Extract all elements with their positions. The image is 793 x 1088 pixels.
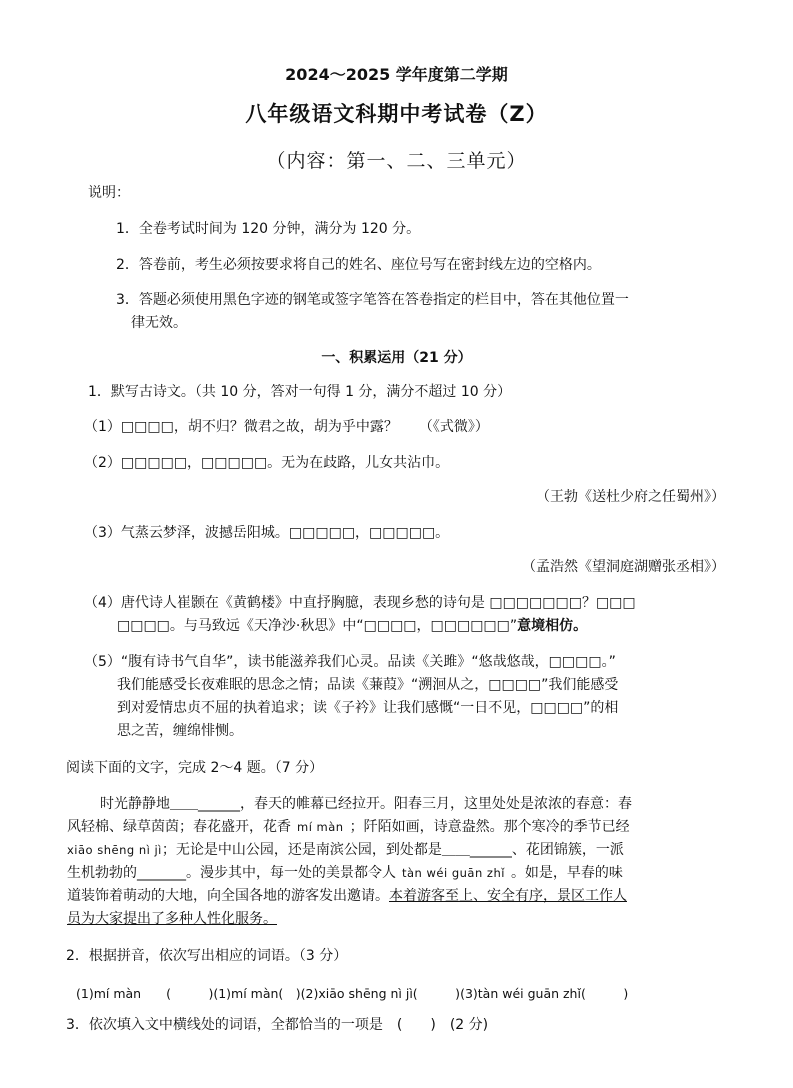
q1-item-4-bold: 意境相仿。 <box>517 618 588 634</box>
passage-text: 生机勃勃的_______。漫步其中，每一处的美景都令人 <box>67 865 396 881</box>
q1-item-2: （2）□□□□□，□□□□□。无为在歧路，儿女共沾巾。 <box>84 455 450 471</box>
section-heading: 一、积累运用（21 分） <box>321 350 472 366</box>
q1-item-5-line-3: 到对爱情忠贞不屈的执着追求；读《子衿》让我们感慨“一日不见，□□□□”的相 <box>117 700 619 716</box>
instruction-item-3-cont: 律无效。 <box>131 315 187 331</box>
pinyin-mi-man: mí màn <box>297 820 344 834</box>
passage-text: 道装饰着萌动的大地，向全国各地的游客发出邀请。 <box>67 888 389 904</box>
q1-item-4-line-1: （4）唐代诗人崔颢在《黄鹤楼》中直抒胸臆，表现乡愁的诗句是 □□□□□□□？□□□ <box>84 595 636 611</box>
passage-line-3 <box>67 841 624 859</box>
q1-item-3-source: （孟浩然《望洞庭湖赠张丞相》） <box>522 559 725 575</box>
q2-answer-line: (1)mí màn ( )(1)mí màn( )(2)xiāo shēng nì jì( )(3)tàn wéi guān zhǐ( ) <box>76 986 629 1001</box>
exam-subtitle: （内容：第一、二、三单元） <box>266 150 527 172</box>
q1-item-4-line-2 <box>117 617 587 635</box>
q1-item-5-line-4: 思之苦，缠绵悱恻。 <box>117 723 243 739</box>
passage-text: ；阡陌如画，诗意盎然。那个寒冷的季节已经 <box>349 819 630 835</box>
q1-item-3: （3）气蒸云梦泽，波撼岳阳城。□□□□□，□□□□□。 <box>84 525 450 541</box>
passage-text: 。如是，早春的味 <box>510 865 623 881</box>
q1-item-4-text: □□□□。与马致远《天净沙·秋思》中“□□□□，□□□□□□” <box>117 618 518 634</box>
pinyin-xiao-sheng-ni-ji: xiāo shēng nì jì <box>67 843 162 857</box>
passage-line-4 <box>67 864 623 882</box>
pinyin-tan-wei-guan-zhi: tàn wéi guān zhǐ <box>402 866 505 880</box>
q2-stem: 2．根据拼音，依次写出相应的词语。（3 分） <box>66 948 348 964</box>
q1-item-2-source: （王勃《送杜少府之任蜀州》） <box>536 489 725 505</box>
q1-item-1: （1）□□□□，胡不归？微君之故，胡为乎中露？ （《式微》） <box>84 419 489 435</box>
reading-intro: 阅读下面的文字，完成 2～4 题。（7 分） <box>66 760 324 776</box>
q1-stem: 1．默写古诗文。（共 10 分，答对一句得 1 分，满分不超过 10 分） <box>88 384 512 400</box>
instruction-item-1: 1．全卷考试时间为 120 分钟，满分为 120 分。 <box>116 221 421 237</box>
exam-title: 八年级语文科期中考试卷（Z） <box>245 102 548 126</box>
passage-text: ；无论是中山公园，还是南滨公园，到处都是＿＿______、花团锦簇，一派 <box>161 842 624 858</box>
passage-underlined-sentence: 本着游客至上、安全有序，景区工作人 <box>389 888 627 904</box>
passage-line-1: 时光静静地＿＿______，春天的帷幕已经拉开。阳春三月，这里处处是浓浓的春意：春 <box>100 796 632 812</box>
instructions-label: 说明： <box>88 185 130 201</box>
q1-item-5-line-2: 我们能感受长夜难眠的思念之情；品读《蒹葭》“溯洄从之，□□□□”我们能感受 <box>117 677 619 693</box>
passage-line-2 <box>67 818 630 836</box>
exam-term: 2024～2025 学年度第二学期 <box>285 65 508 84</box>
instruction-item-3: 3．答题必须使用黑色字迹的钢笔或签字笔答在答卷指定的栏目中，答在其他位置一 <box>116 292 629 308</box>
instruction-item-2: 2．答卷前，考生必须按要求将自己的姓名、座位号写在密封线左边的空格内。 <box>116 257 601 273</box>
passage-line-5 <box>67 887 627 905</box>
q3-stem: 3．依次填入文中横线处的词语，全都恰当的一项是 ( ) (2 分) <box>66 1017 489 1033</box>
passage-text: 风轻棉、绿草茵茵；春花盛开，花香 <box>67 819 291 835</box>
q1-item-5-line-1: （5）“腹有诗书气自华”，读书能滋养我们心灵。品读《关雎》“悠哉悠哉，□□□□。” <box>84 654 616 670</box>
passage-line-6: 员为大家提出了多种人性化服务。 <box>67 911 277 927</box>
